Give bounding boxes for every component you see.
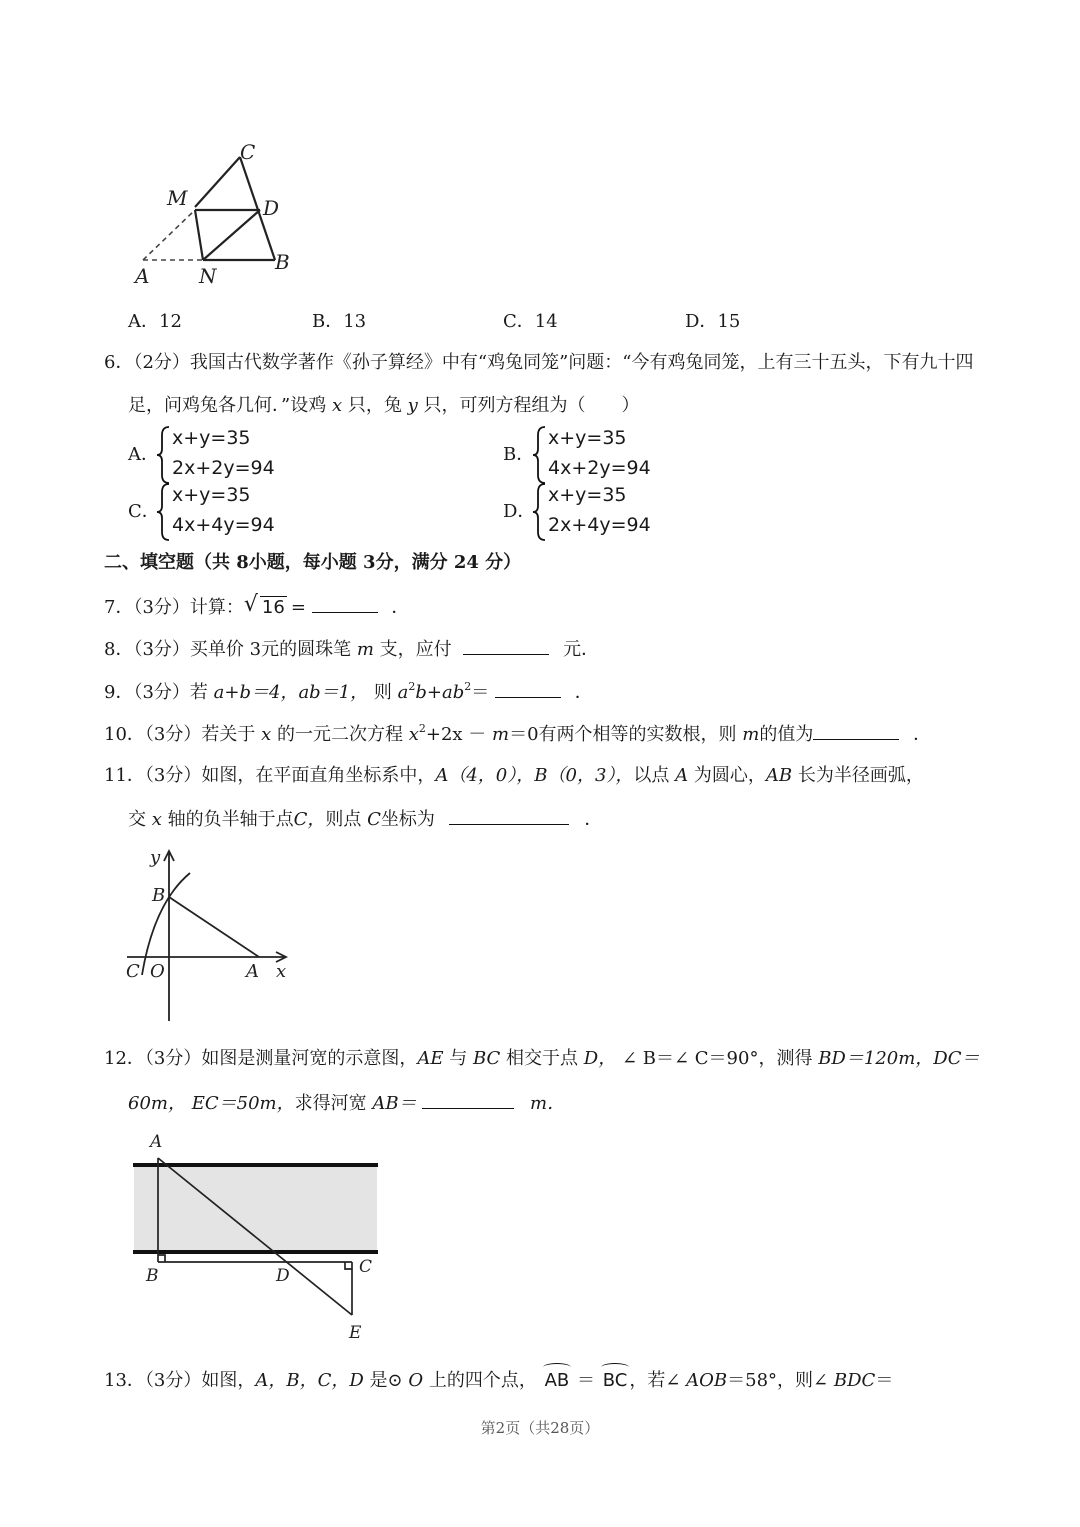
text: ＝58°，则∠ bbox=[727, 1370, 829, 1391]
label-D: D bbox=[263, 196, 280, 220]
label-O: O bbox=[150, 961, 165, 982]
equation-2: 2x+2y=94 bbox=[172, 457, 275, 479]
label-A: A bbox=[135, 264, 150, 288]
point-B: B（0，3）， bbox=[534, 765, 634, 786]
option-value: 14 bbox=[534, 311, 558, 332]
q5-option-b bbox=[312, 310, 366, 334]
q6-option-c-letter: C． bbox=[128, 501, 160, 522]
label-C: C bbox=[240, 140, 256, 164]
text: 则 bbox=[373, 682, 392, 703]
text: 12．（3分）如图是测量河宽的示意图， bbox=[104, 1048, 418, 1069]
text: 相交于点 bbox=[506, 1048, 579, 1069]
text: 坐标为 bbox=[380, 809, 435, 830]
var-AB: AB bbox=[765, 765, 793, 786]
q5-option-a bbox=[128, 310, 182, 334]
q11-answer-blank[interactable] bbox=[449, 806, 569, 825]
expr-b: b+ab bbox=[415, 682, 465, 703]
text: 为圆心， bbox=[693, 765, 766, 786]
q7-answer-blank[interactable] bbox=[312, 594, 378, 613]
river-band bbox=[134, 1165, 377, 1252]
brace-icon bbox=[531, 425, 547, 485]
text: 上的四个点， bbox=[428, 1370, 537, 1391]
text: 交 bbox=[128, 809, 146, 830]
var-BDC: BDC bbox=[833, 1370, 876, 1391]
text: 9．（3分）若 bbox=[104, 682, 208, 703]
option-letter: A． bbox=[128, 311, 159, 332]
q11-coordinate-figure bbox=[122, 845, 297, 1025]
option-value: 12 bbox=[159, 311, 182, 332]
var-AB: AB＝ bbox=[372, 1093, 417, 1114]
text: ，若∠ bbox=[629, 1370, 681, 1391]
var-D: D， bbox=[583, 1048, 617, 1069]
page-footer: 第2页（共28页） bbox=[480, 1419, 600, 1437]
eq-x: x bbox=[408, 724, 419, 745]
q6-option-d-letter: D． bbox=[503, 501, 536, 522]
q5-option-d bbox=[685, 310, 740, 334]
radicand: 16 bbox=[261, 597, 285, 618]
var-y: y bbox=[407, 395, 418, 416]
q6-option-b-letter: B． bbox=[503, 444, 535, 465]
label-A: A bbox=[246, 961, 259, 982]
option-letter: D． bbox=[685, 311, 718, 332]
var-C: C， bbox=[293, 809, 326, 830]
text: 11．（3分）如图，在平面直角坐标系中， bbox=[104, 765, 436, 786]
var-BD: BD＝120m， bbox=[818, 1048, 934, 1069]
text: 只，兔 bbox=[347, 395, 402, 416]
text: ． bbox=[574, 682, 593, 703]
q12-answer-blank[interactable] bbox=[422, 1090, 514, 1109]
text: 元． bbox=[563, 639, 600, 660]
text: 的值为 bbox=[759, 724, 814, 745]
q7 bbox=[104, 594, 409, 620]
text: m． bbox=[530, 1093, 566, 1114]
var-C: C bbox=[367, 809, 381, 830]
text: 13．（3分）如图， bbox=[104, 1370, 256, 1391]
condition-2: ab＝1， bbox=[298, 682, 369, 703]
q9-answer-blank[interactable] bbox=[495, 679, 561, 698]
equation-1: x+y=35 bbox=[548, 427, 627, 449]
brace-icon bbox=[155, 425, 171, 485]
text: 长为半径画弧， bbox=[797, 765, 924, 786]
q6-option-c-system bbox=[172, 480, 275, 540]
exponent-2: 2 bbox=[464, 680, 472, 693]
q8 bbox=[104, 636, 599, 662]
text: 轴的负半轴于点 bbox=[167, 809, 294, 830]
text: 60m， bbox=[128, 1093, 186, 1114]
arc-BC: BC bbox=[602, 1370, 628, 1391]
text: 以点 bbox=[633, 765, 670, 786]
text: 支，应付 bbox=[379, 639, 452, 660]
text: EC＝50m， bbox=[191, 1093, 295, 1114]
equation-1: x+y=35 bbox=[172, 484, 251, 506]
text: 只，可列方程组为（ ） bbox=[423, 395, 640, 416]
option-value: 15 bbox=[717, 311, 741, 332]
var-AOB: AOB bbox=[686, 1370, 728, 1391]
text: ＝ bbox=[471, 682, 490, 703]
var-AE: AE bbox=[417, 1048, 444, 1069]
arc-BC bbox=[142, 873, 190, 975]
section2-title: 二、填空题（共 8小题，每小题 3分，满分 24 分） bbox=[104, 552, 522, 573]
q9 bbox=[104, 679, 593, 705]
q6-option-b-system bbox=[548, 423, 651, 483]
var-A: A bbox=[675, 765, 689, 786]
brace-icon bbox=[155, 482, 171, 542]
text: 是⊙ bbox=[369, 1370, 403, 1391]
label-D: D bbox=[276, 1266, 290, 1286]
var-BC: BC bbox=[472, 1048, 501, 1069]
points-ABCD: A，B，C，D bbox=[255, 1370, 364, 1391]
var-O: O bbox=[408, 1370, 424, 1391]
label-M: M bbox=[167, 186, 188, 210]
label-y: y bbox=[150, 847, 161, 868]
q11-stem-line2 bbox=[128, 806, 602, 832]
q5-triangle-figure bbox=[125, 135, 315, 295]
label-B: B bbox=[146, 1266, 159, 1286]
text: 7．（3分）计算： bbox=[104, 597, 244, 618]
text: ． bbox=[584, 809, 603, 830]
q10 bbox=[104, 721, 931, 747]
text: ∠ B＝∠ C＝90°，测得 bbox=[621, 1048, 813, 1069]
q5-option-c bbox=[503, 310, 558, 334]
q13 bbox=[104, 1369, 893, 1393]
point-A: A（4，0）， bbox=[435, 765, 535, 786]
q6-option-a-system bbox=[172, 423, 275, 483]
label-E: E bbox=[349, 1323, 362, 1343]
var-m: m bbox=[492, 724, 510, 745]
q6-stem-line2 bbox=[128, 394, 639, 418]
right-angle-C bbox=[345, 1262, 352, 1269]
q6-option-a-letter: A． bbox=[128, 444, 159, 465]
label-x: x bbox=[276, 961, 287, 982]
arc-AB: AB bbox=[544, 1370, 570, 1391]
exponent-2: 2 bbox=[418, 722, 426, 735]
right-angle-B bbox=[158, 1255, 165, 1262]
condition-1: a+b＝4， bbox=[213, 682, 299, 703]
q6-option-d-system bbox=[548, 480, 651, 540]
q12-stem-line1 bbox=[104, 1047, 980, 1071]
dashed-AM bbox=[143, 210, 195, 260]
text: +2x － bbox=[425, 724, 487, 745]
label-B: B bbox=[152, 885, 166, 906]
q12-stem-line2 bbox=[128, 1090, 565, 1116]
q8-answer-blank[interactable] bbox=[463, 636, 549, 655]
label-C: C bbox=[359, 1257, 373, 1277]
q12-river-figure bbox=[128, 1130, 383, 1345]
segment-ND bbox=[203, 210, 260, 260]
text: 10．（3分）若关于 bbox=[104, 724, 256, 745]
text: 8．（3分）买单价 3元的圆珠笔 bbox=[104, 639, 352, 660]
var-x: x bbox=[151, 809, 162, 830]
option-letter: B． bbox=[312, 311, 344, 332]
text: ＝ bbox=[577, 1370, 595, 1391]
q10-answer-blank[interactable] bbox=[813, 721, 899, 740]
text: ． bbox=[391, 597, 410, 618]
equation-1: x+y=35 bbox=[548, 484, 627, 506]
text: = bbox=[290, 597, 306, 618]
sqrt-expression bbox=[243, 592, 287, 620]
option-value: 13 bbox=[343, 311, 367, 332]
text: 则点 bbox=[325, 809, 362, 830]
expr-a: a bbox=[397, 682, 409, 703]
label-A: A bbox=[150, 1132, 163, 1152]
var-x: x bbox=[331, 395, 343, 416]
var-DC: DC＝ bbox=[933, 1048, 980, 1069]
var-x: x bbox=[261, 724, 272, 745]
text: ＝ bbox=[875, 1370, 894, 1391]
label-C: C bbox=[126, 961, 140, 982]
label-B: B bbox=[275, 250, 290, 274]
label-N: N bbox=[199, 264, 217, 288]
q6-stem-line1: 6．（2分）我国古代数学著作《孙子算经》中有“鸡兔同笼”问题：“今有鸡兔同笼，上有三十五头，下有九十四 bbox=[104, 352, 974, 373]
segment-AB bbox=[169, 897, 259, 957]
text: ＝0有两个相等的实数根，则 bbox=[509, 724, 737, 745]
option-letter: C． bbox=[503, 311, 535, 332]
q11-stem-line1 bbox=[104, 764, 924, 788]
segment-NC bbox=[195, 157, 240, 207]
equation-2: 4x+2y=94 bbox=[548, 457, 651, 479]
equation-2: 4x+4y=94 bbox=[172, 514, 275, 536]
text: ． bbox=[913, 724, 932, 745]
radical-sign: √ bbox=[243, 592, 258, 617]
equation-1: x+y=35 bbox=[172, 427, 251, 449]
text: 的一元二次方程 bbox=[276, 724, 403, 745]
text: 足，问鸡兔各几何．”设鸡 bbox=[128, 395, 327, 416]
text: 求得河宽 bbox=[294, 1093, 367, 1114]
equation-2: 2x+4y=94 bbox=[548, 514, 651, 536]
exponent-2: 2 bbox=[408, 680, 416, 693]
segment-MN bbox=[195, 210, 203, 260]
var-m: m bbox=[742, 724, 760, 745]
brace-icon bbox=[531, 482, 547, 542]
text: 与 bbox=[449, 1048, 468, 1069]
var-m: m bbox=[356, 639, 374, 660]
